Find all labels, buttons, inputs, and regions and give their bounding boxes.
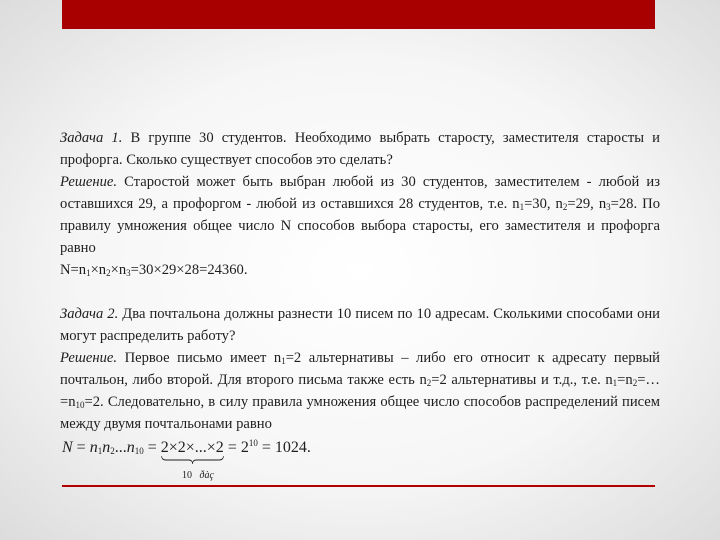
- subscript: 2: [632, 378, 638, 388]
- subscript: 1: [281, 356, 286, 366]
- equals-sign: =: [143, 439, 161, 456]
- power-base: = 2: [223, 439, 249, 456]
- solution-2-text: =2. Следовательно, в силу правила умножения общее число способов распределений писем между двумя почтальонами равно: [60, 394, 660, 432]
- solution-2-text: Первое письмо имеет n: [117, 350, 282, 366]
- subscript: 2: [110, 446, 115, 456]
- subscript: 1: [519, 202, 525, 212]
- solution-2-paragraph: [60, 347, 660, 435]
- solution-1-text: =29, n: [567, 196, 607, 212]
- formula-1: [60, 259, 660, 281]
- brace-word: ðàç: [199, 470, 214, 481]
- solution-2-label: Решение.: [60, 350, 118, 366]
- formula-2: [60, 437, 660, 481]
- subscript: 10: [134, 446, 144, 456]
- formula-part: N=n: [60, 262, 87, 278]
- subscript: 2: [562, 202, 568, 212]
- solution-1-text: =30, n: [524, 196, 563, 212]
- brace-count: 10: [182, 470, 192, 481]
- solution-2-text: =n: [617, 372, 633, 388]
- brace-label: [182, 465, 214, 487]
- task-1-label: Задача 1.: [60, 130, 123, 146]
- paragraph-gap: [60, 281, 660, 303]
- solution-1-label: Решение.: [60, 174, 118, 190]
- subscript: 2: [106, 268, 111, 278]
- formula-var: n: [126, 439, 135, 456]
- task-2-paragraph: [60, 303, 660, 347]
- top-accent-bar: [62, 0, 655, 29]
- subscript: 1: [612, 378, 618, 388]
- formula-var: N: [62, 439, 73, 456]
- subscript: 1: [86, 268, 91, 278]
- solution-2-text: =2 альтернативы – либо его относит к адресату первый почтальон, либо второй. Для второго письма также есть n: [60, 350, 660, 388]
- equals-sign: =: [72, 439, 90, 456]
- subscript: 3: [126, 268, 131, 278]
- formula-part: ×n: [110, 262, 127, 278]
- solution-2-text: =2 альтернативы и т.д., т.е. n: [431, 372, 613, 388]
- formula-var: n: [102, 439, 111, 456]
- solution-1-text: Старостой может быть выбран любой из 30 студентов, заместителем - любой из оставшихся 29, а профоргом - любой из оставшихся 28 студентов, т.е. n: [60, 174, 660, 212]
- formula-var: n: [89, 439, 98, 456]
- task-2-text: Два почтальона должны разнести 10 писем по 10 адресам. Сколькими способами они могут распределить работу?: [60, 306, 660, 344]
- formula-part: ×n: [90, 262, 107, 278]
- subscript: 3: [606, 202, 611, 212]
- formula-part: =30×29×28=24360.: [130, 262, 248, 278]
- formula-2-line: [62, 437, 311, 459]
- task-2-label: Задача 2.: [60, 306, 119, 322]
- bottom-rule: [62, 485, 655, 487]
- task-1-paragraph: [60, 127, 660, 171]
- underbrace-icon: [161, 455, 224, 464]
- subscript: 10: [75, 400, 85, 410]
- subscript: 1: [97, 446, 103, 456]
- solution-2-text: =…=n: [60, 372, 661, 410]
- brace-group: [161, 437, 224, 459]
- exponent: 10: [248, 438, 258, 448]
- formula-result: = 1024.: [257, 439, 311, 456]
- slide-content: [60, 127, 661, 481]
- task-1-text: В группе 30 студентов. Необходимо выбрать старосту, заместителя старосты и профорга. Сколько существует способов это сделать?: [60, 130, 660, 168]
- solution-1-paragraph: [60, 171, 660, 259]
- subscript: 2: [426, 378, 432, 388]
- ellipsis: ...: [114, 439, 127, 456]
- solution-1-text: =28. По правилу умножения общее число N способов выбора старосты, его заместителя и профорга равно: [60, 196, 660, 256]
- product-expression: 2×2×...×2: [160, 439, 224, 456]
